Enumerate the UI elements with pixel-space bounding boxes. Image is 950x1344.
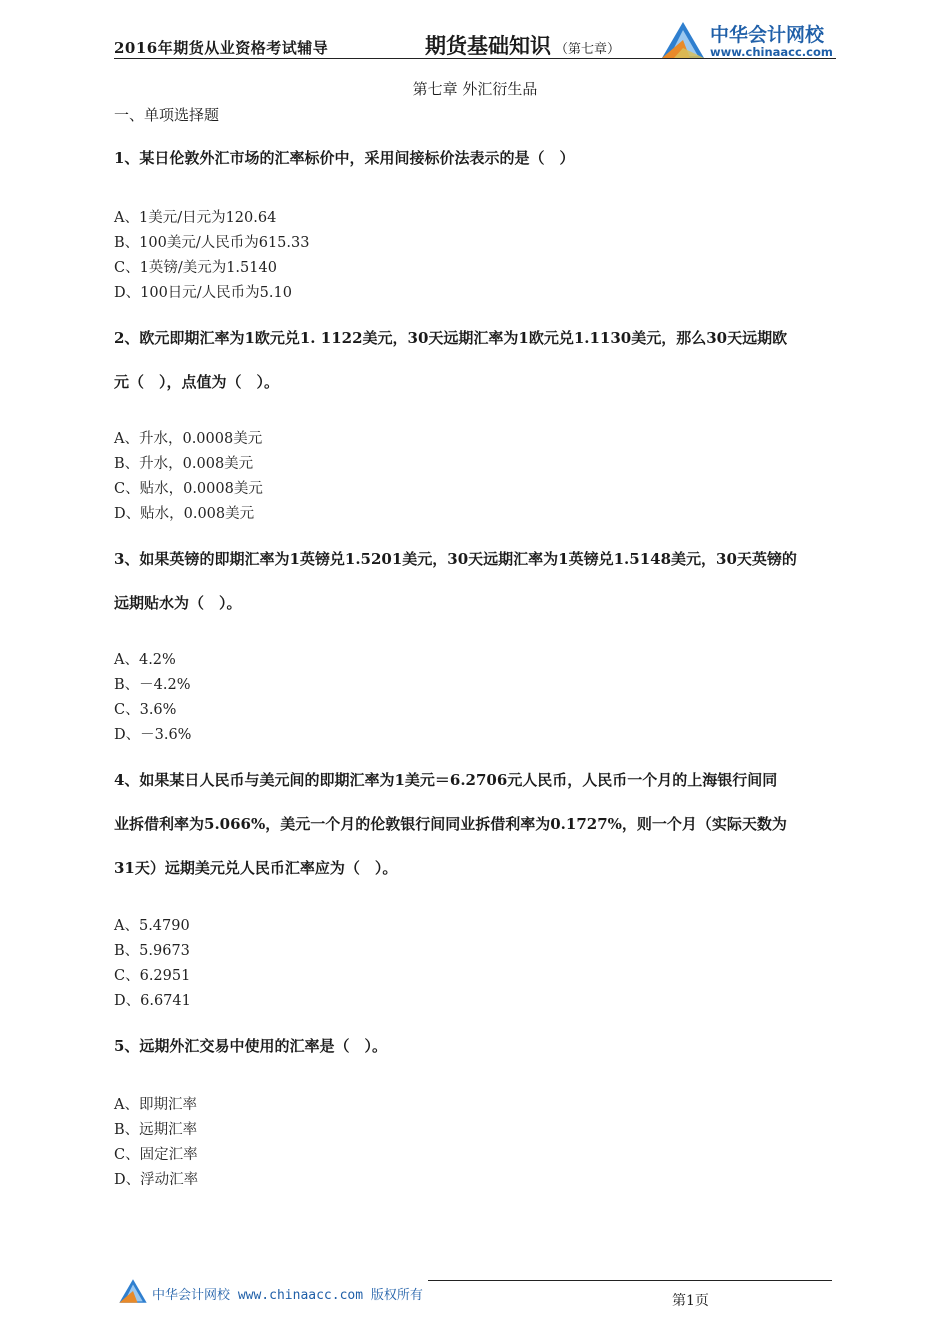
option-c: C、6.2951: [114, 968, 191, 984]
page-number: 第1页: [672, 1293, 709, 1309]
option-d: D、－3.6%: [114, 727, 192, 743]
options-3: [114, 651, 191, 751]
option-d: D、浮动汇率: [114, 1172, 199, 1188]
chapter-title: 第七章 外汇衍生品: [412, 80, 538, 98]
option-b: B、远期汇率: [114, 1122, 198, 1138]
section-title: 一、单项选择题: [114, 106, 220, 124]
option-d: D、贴水，0.008美元: [114, 506, 255, 522]
footer-copyright: 中华会计网校 www.chinaacc.com 版权所有: [152, 1288, 423, 1303]
question-text: 业拆借利率为5.066%，美元一个月的伦敦银行间同业拆借利率为0.1727%，则一个月（实际天数为: [114, 815, 787, 833]
option-d: D、6.6741: [114, 993, 191, 1009]
option-a: A、升水，0.0008美元: [114, 431, 263, 447]
question-text: 元（ ），点值为（ ）。: [114, 373, 280, 391]
question-text: 远期贴水为（ ）。: [114, 594, 242, 612]
option-b: B、升水，0.008美元: [114, 456, 254, 472]
option-b: B、5.9673: [114, 943, 190, 959]
options-5: [114, 1096, 198, 1196]
course-name: 2016年期货从业资格考试辅导: [114, 39, 329, 57]
options-1: [114, 209, 309, 309]
question-text: 4、如果某日人民币与美元间的即期汇率为1美元＝6.2706元人民币，人民币一个月的上海银行间同: [114, 771, 778, 789]
logo-name: 中华会计网校: [710, 24, 825, 46]
option-a: A、即期汇率: [114, 1097, 197, 1113]
question-text: 3、如果英镑的即期汇率为1英镑兑1.5201美元，30天远期汇率为1英镑兑1.5148美元，30天英镑的: [114, 550, 797, 568]
subject-title: 期货基础知识: [425, 34, 551, 58]
option-c: C、1英镑/美元为1.5140: [114, 260, 277, 276]
logo-triangle-icon: [660, 20, 706, 60]
question-text: 1、某日伦敦外汇市场的汇率标价中，采用间接标价法表示的是（ ）: [114, 149, 575, 167]
question-text: 5、远期外汇交易中使用的汇率是（ ）。: [114, 1037, 387, 1055]
option-a: A、4.2%: [114, 652, 176, 668]
chapter-tag: （第七章）: [555, 42, 621, 57]
footer-logo-icon: [118, 1278, 148, 1304]
option-b: B、－4.2%: [114, 677, 191, 693]
question-5: [114, 1036, 838, 1056]
question-4: [114, 770, 838, 878]
option-c: C、固定汇率: [114, 1147, 198, 1163]
option-b: B、100美元/人民币为615.33: [114, 235, 310, 251]
question-text: 31天）远期美元兑人民币汇率应为（ ）。: [114, 859, 398, 877]
option-d: D、100日元/人民币为5.10: [114, 285, 292, 301]
option-c: C、3.6%: [114, 702, 177, 718]
footer-divider: [428, 1280, 832, 1281]
question-2: [114, 328, 838, 392]
question-1: [114, 148, 838, 168]
options-2: [114, 430, 263, 530]
logo-url: www.chinaacc.com: [710, 45, 833, 59]
header-title: [425, 30, 620, 60]
option-a: A、1美元/日元为120.64: [114, 210, 277, 226]
option-c: C、贴水，0.0008美元: [114, 481, 263, 497]
question-3: [114, 549, 838, 613]
question-text: 2、欧元即期汇率为1欧元兑1. 1122美元，30天远期汇率为1欧元兑1.1130美元，那么30天远期欧: [114, 329, 788, 347]
option-a: A、5.4790: [114, 918, 190, 934]
brand-logo: [660, 20, 840, 62]
options-4: [114, 917, 191, 1017]
